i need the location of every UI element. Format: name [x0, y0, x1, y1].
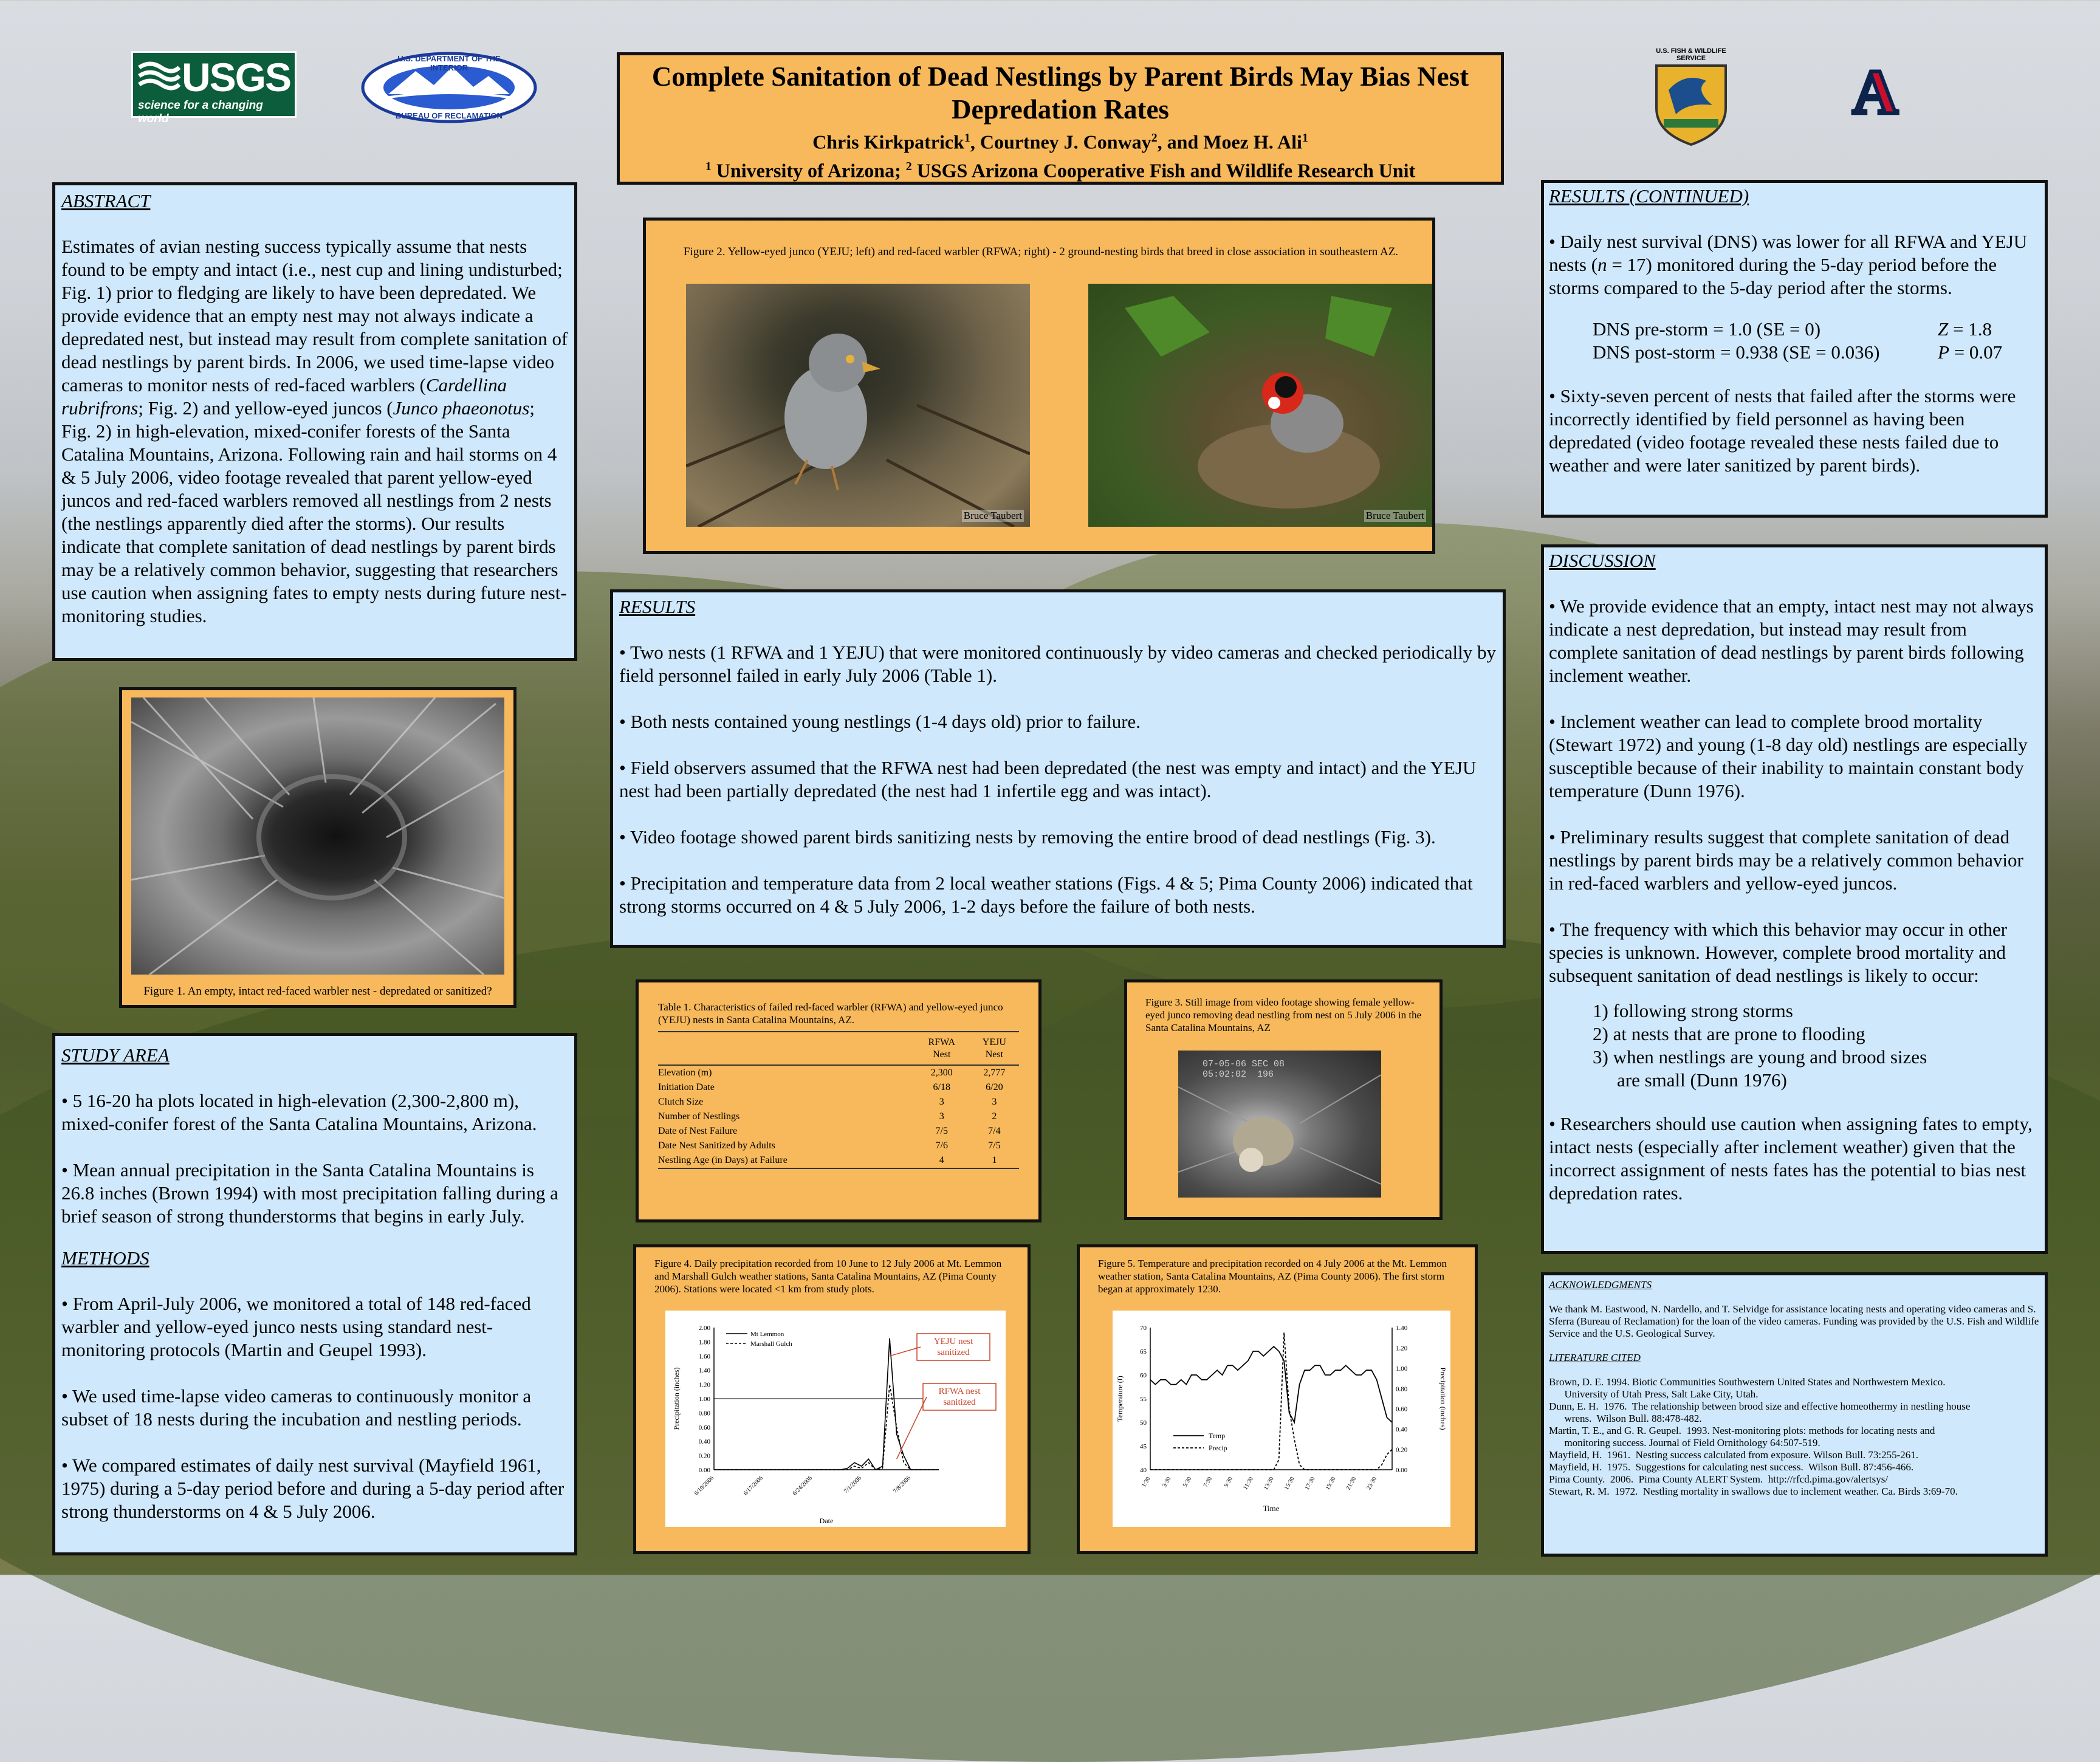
- rc-b1b: = 17) monitored during the 5-day period before the storms compared to the 5-day period after the storms.: [1549, 254, 1997, 298]
- poster-title: Complete Sanitation of Dead Nestlings by Parent Birds May Bias Nest Depredation Rates: [651, 61, 1469, 125]
- table-cell: 3: [939, 1111, 944, 1122]
- y-tick-label: 40: [1140, 1467, 1147, 1474]
- reference-line: Martin, T. E., and G. R. Geupel. 1993. Nest-monitoring plots: methods for locating nests and: [1549, 1425, 1935, 1436]
- x-tick-label: 7/8/2006: [891, 1475, 912, 1495]
- aff-2: USGS Arizona Cooperative Fish and Wildlife Research Unit: [911, 159, 1416, 182]
- discussion-list-item: are small (Dunn 1976): [1617, 1069, 1787, 1091]
- table-1-panel: [636, 979, 1041, 1222]
- abstract-panel: [52, 182, 577, 661]
- study-area-heading: STUDY AREA: [61, 1044, 170, 1066]
- table-cell: Date Nest Sanitized by Adults: [658, 1140, 775, 1151]
- author-3-sup: 1: [1302, 131, 1308, 145]
- table-cell: Number of Nestlings: [658, 1111, 740, 1122]
- dns-pre: DNS pre-storm = 1.0 (SE = 0): [1593, 318, 1821, 340]
- table-header-blank: [658, 1036, 914, 1065]
- table-cell: 2: [992, 1111, 997, 1122]
- p-value: = 0.07: [1949, 341, 2003, 363]
- table-cell: 7/6: [935, 1140, 948, 1151]
- results-continued-panel: [1541, 180, 2048, 518]
- x-tick-label: 6/10/2006: [693, 1475, 716, 1497]
- abstract-species-1: Cardellina rubrifrons: [61, 374, 507, 419]
- interior-bottom-text: BUREAU OF RECLAMATION: [396, 111, 503, 120]
- aff-sup-1: 1: [705, 159, 712, 173]
- author-1: Chris Kirkpatrick: [812, 131, 964, 153]
- table-row: [658, 1153, 1019, 1168]
- table-cell: 3: [992, 1097, 997, 1107]
- table-cell: Initiation Date: [658, 1082, 715, 1092]
- y-tick-label: 1.80: [698, 1339, 710, 1346]
- x-tick-label: 13:30: [1262, 1476, 1275, 1492]
- z-stat: [1938, 318, 1992, 341]
- discussion-bullet-4: • The frequency with which this behavior may occur in other species is unknown. However, complete brood mortality and subsequent sanitation of dead nestlings is likely to occur:: [1549, 919, 2008, 986]
- interior-top-text: U.S. DEPARTMENT OF THE INTERIOR: [397, 54, 501, 72]
- annotation-text: sanitized: [937, 1348, 970, 1357]
- reference-line: Dunn, E. H. 1976. The relationship between brood size and effective homeothermy in nestling house: [1549, 1400, 1971, 1412]
- figure-1-panel: [119, 687, 516, 1008]
- reference-line: Mayfield, H. 1961. Nesting success calculated from exposure. Wilson Bull. 73:255-261.: [1549, 1449, 1919, 1461]
- dns-stats: [1549, 318, 2040, 366]
- ack-text: We thank M. Eastwood, N. Nardello, and T. Selvidge for assistance locating nests and operating video cameras and S. Sferra (Bureau of Reclamation) for the loan of the video cameras. Funding was provided by the U.S. Fish and Wildlife Service and the U.S. Geological Survey.: [1549, 1303, 2039, 1339]
- figure-5-caption: Figure 5. Temperature and precipitation recorded on 4 July 2006 at the Mt. Lemmon weather station, Santa Catalina Mountains, AZ (Pima County 2006). The first storm began at approximately 1230.: [1098, 1258, 1447, 1295]
- x-axis-title: Date: [819, 1517, 834, 1525]
- results-bullet-1: • Two nests (1 RFWA and 1 YEJU) that were monitored continuously by video cameras and checked periodically by field personnel failed in early July 2006 (Table 1).: [619, 642, 1496, 686]
- figure-2-caption: Figure 2. Yellow-eyed junco (YEJU; left) and red-faced warbler (RFWA; right) - 2 ground-nesting birds that breed in close association in southeastern AZ.: [683, 245, 1399, 258]
- rc-b1a: • Daily nest survival (DNS) was lower for all RFWA and YEJU nests (: [1549, 231, 2028, 275]
- annotation-text: YEJU nest: [933, 1337, 973, 1346]
- table-cell: 7/5: [988, 1140, 1001, 1151]
- figure-5-panel: [1077, 1244, 1478, 1554]
- y-tick-label: 45: [1140, 1443, 1147, 1450]
- table-cell: 7/4: [988, 1126, 1001, 1136]
- series-line-2: [714, 1385, 939, 1470]
- discussion-list: [1593, 999, 2040, 1092]
- z-label: Z: [1938, 318, 1949, 340]
- y-tick-label: 0.40: [698, 1438, 710, 1446]
- discussion-bullet-1: • We provide evidence that an empty, intact nest may not always indicate a nest depredation, but instead may result from complete sanitation of dead nestlings by parent birds following inclement weather.: [1549, 595, 2034, 686]
- y2-tick-label: 0.80: [1396, 1385, 1408, 1393]
- literature-list: [1549, 1376, 2040, 1498]
- figure-2-junco-photo: [686, 284, 1030, 527]
- figure-4-panel: [633, 1244, 1031, 1554]
- results-continued-bullet-2: • Sixty-seven percent of nests that failed after the storms were incorrectly identified by field personnel as having been depredated (video footage revealed these nests failed due to weather and were later sanitized by parent birds).: [1549, 385, 2016, 476]
- study-methods-panel: [52, 1033, 577, 1555]
- methods-bullet-2: • We used time-lapse video cameras to continuously monitor a subset of 18 nests during the incubation and nestling periods.: [61, 1385, 532, 1430]
- lit-heading: LITERATURE CITED: [1549, 1352, 1641, 1363]
- affiliation-line: [620, 154, 1501, 183]
- x-tick-label: 7/1/2006: [843, 1475, 863, 1495]
- x-tick-label: 23:30: [1365, 1476, 1379, 1492]
- legend-label: Mt Lemmon: [750, 1331, 784, 1338]
- legend-label: Marshall Gulch: [750, 1340, 792, 1348]
- rc-b1n: n: [1597, 254, 1607, 275]
- aff-1: University of Arizona;: [711, 159, 906, 182]
- x-tick-label: 19:30: [1324, 1476, 1337, 1492]
- legend-label: Precip: [1209, 1444, 1227, 1452]
- y2-tick-label: 1.40: [1396, 1325, 1408, 1332]
- x-tick-label: 3:30: [1161, 1476, 1173, 1489]
- table-header-rfwa-2: Nest: [933, 1049, 951, 1060]
- discussion-panel: [1541, 544, 2048, 1254]
- nest-grass-icon: [131, 698, 504, 975]
- figure-4-caption: Figure 4. Daily precipitation recorded from 10 June to 12 July 2006 at Mt. Lemmon and Marshall Gulch weather stations, Santa Catalina Mountains, AZ (Pima County 2006). Stations were located <1 km from study plots.: [654, 1258, 1002, 1295]
- x-tick-label: 6/17/2006: [742, 1475, 765, 1497]
- author-3: , and Moez H. Ali: [1157, 131, 1302, 153]
- table-cell: 7/5: [935, 1126, 948, 1136]
- annotation-arrow: [890, 1347, 921, 1356]
- z-value: = 1.8: [1948, 318, 1992, 340]
- y2-tick-label: 1.00: [1396, 1365, 1408, 1373]
- annotation-text: RFWA nest: [938, 1387, 981, 1396]
- usgs-wave-icon: [138, 59, 180, 95]
- table-header-rfwa: [914, 1036, 970, 1065]
- university-of-arizona-logo: [1844, 57, 1907, 127]
- y2-tick-label: 0.20: [1396, 1446, 1408, 1454]
- figure-3-video-still: [1178, 1051, 1381, 1198]
- methods-bullet-3: • We compared estimates of daily nest survival (Mayfield 1961, 1975) during a 5-day period before and during a 5-day period after strong thunderstorms on 4 & 5 July 2006.: [61, 1455, 564, 1522]
- reference-line: Mayfield, H. 1975. Suggestions for calculating nest success. Wilson Bull. 87:456-466.: [1549, 1461, 1914, 1473]
- x-tick-label: 6/24/2006: [791, 1475, 814, 1497]
- junco-bird-icon: [686, 284, 1030, 527]
- fws-text: U.S. FISH & WILDLIFE SERVICE: [1656, 47, 1726, 62]
- table-cell: Elevation (m): [658, 1068, 712, 1078]
- figure-3-panel: [1124, 979, 1443, 1220]
- legend-label: Temp: [1209, 1431, 1226, 1440]
- results-bullet-3: • Field observers assumed that the RFWA nest had been depredated (the nest was empty and intact) and the YEJU nest had been partially depredated (the nest had 1 infertile egg and was intact).: [619, 757, 1477, 801]
- x-tick-label: 17:30: [1303, 1476, 1317, 1492]
- table-1-body: [658, 1065, 1019, 1168]
- aff-sup-2: 2: [905, 159, 912, 173]
- figure-2-warbler-photo: [1088, 284, 1432, 527]
- table-row: [658, 1095, 1019, 1109]
- x-tick-label: 15:30: [1283, 1476, 1296, 1492]
- figure-4-chart: [665, 1311, 1006, 1527]
- table-cell: Nestling Age (in Days) at Failure: [658, 1155, 787, 1165]
- abstract-text-1: Estimates of avian nesting success typically assume that nests found to be empty and intact (i.e., nest cup and lining undisturbed; Fig. 1) prior to fledging are likely to have been depredated. We provide evidence that an empty nest may not always indicate a depredated nest, but instead may result from complete sanitation of dead nestlings by parent birds. In 2006, we used time-lapse video cameras to monitor nests of red-faced warblers (: [61, 236, 568, 396]
- study-area-bullet-1: • 5 16-20 ha plots located in high-elevation (2,300-2,800 m), mixed-conifer forest of the Santa Catalina Mountains, Arizona.: [61, 1090, 537, 1134]
- table-cell: 2,300: [930, 1068, 953, 1078]
- reference-line: wrens. Wilson Bull. 88:478-482.: [1549, 1413, 1702, 1424]
- dns-post: DNS post-storm = 0.938 (SE = 0.036): [1593, 341, 1880, 363]
- y-tick-label: 0.00: [698, 1467, 710, 1474]
- table-cell: 2,777: [983, 1068, 1006, 1078]
- table-header-rfwa-1: RFWA: [928, 1037, 955, 1047]
- y-axis-title: Precipitation (inches): [672, 1367, 681, 1430]
- abstract-heading: ABSTRACT: [61, 190, 151, 211]
- y2-tick-label: 0.60: [1396, 1405, 1408, 1413]
- author-1-sup: 1: [964, 131, 970, 145]
- results-heading: RESULTS: [619, 596, 696, 617]
- discussion-bullet-2: • Inclement weather can lead to complete brood mortality (Stewart 1972) and young (1-8 day old) nestlings are especially susceptible because of their inability to maintain constant body temperature (Dunn 1976).: [1549, 711, 2028, 801]
- table-header-yeju-1: YEJU: [982, 1037, 1006, 1047]
- ack-heading: ACKNOWLEDGMENTS: [1549, 1279, 1652, 1291]
- table-1-caption: Table 1. Characteristics of failed red-faced warbler (RFWA) and yellow-eyed junco (YEJU) nests in Santa Catalina Mountains, AZ.: [658, 1001, 1019, 1032]
- reference-line: University of Utah Press, Salt Lake City, Utah.: [1549, 1388, 1759, 1400]
- figure-5-chart: [1113, 1311, 1450, 1527]
- figure-3-caption: Figure 3. Still image from video footage showing female yellow-eyed junco removing dead nestling from nest on 5 July 2006 in the Santa Catalina Mountains, AZ: [1145, 996, 1422, 1034]
- usgs-wordmark: USGS: [182, 55, 291, 100]
- fws-logo: [1652, 47, 1731, 147]
- series-line-2: [1150, 1332, 1392, 1470]
- figure-1-caption: Figure 1. An empty, intact red-faced warbler nest - depredated or sanitized?: [143, 985, 492, 998]
- abstract-text-3: ; Fig. 2) in high-elevation, mixed-conifer forests of the Santa Catalina Mountains, Arizona. Following rain and hail storms on 4 & 5 July 2006, video footage revealed that parent yellow-eyed juncos and red-faced warblers removed all nestlings from 2 nests (the nestlings apparently died after the storms). Our results indicate that complete sanitation of dead nestlings by parent birds may be a relatively common behavior, suggesting that researchers use caution when assigning fates to empty nests during future nest-monitoring studies.: [61, 397, 567, 626]
- table-cell: 6/20: [986, 1082, 1003, 1092]
- results-bullet-2: • Both nests contained young nestlings (1-4 days old) prior to failure.: [619, 711, 1141, 732]
- table-cell: Clutch Size: [658, 1097, 704, 1107]
- p-stat: [1938, 341, 2002, 364]
- methods-bullet-1: • From April-July 2006, we monitored a total of 148 red-faced warbler and yellow-eyed junco nests using standard nest-monitoring protocols (Martin and Geupel 1993).: [61, 1293, 531, 1360]
- reference-line: Pima County. 2006. Pima County ALERT System. http://rfcd.pima.gov/alertsys/: [1549, 1473, 1889, 1485]
- figure-2-credit-right: Bruce Taubert: [1364, 510, 1426, 522]
- results-bullet-5: • Precipitation and temperature data from 2 local weather stations (Figs. 4 & 5; Pima County 2006) indicated that strong storms occurred on 4 & 5 July 2006, 1-2 days before the failure of both nests.: [619, 872, 1473, 917]
- results-continued-heading: RESULTS (CONTINUED): [1549, 185, 1749, 207]
- figure-1-nest-photo: [131, 698, 504, 975]
- y-tick-label: 55: [1140, 1396, 1147, 1403]
- series-line-1: [1150, 1346, 1392, 1422]
- y-tick-label: 0.20: [698, 1452, 710, 1460]
- y-axis-title: Temperature (f): [1116, 1376, 1124, 1422]
- results-bullet-4: • Video footage showed parent birds sanitizing nests by removing the entire brood of dead nestlings (Fig. 3).: [619, 826, 1436, 848]
- table-cell: Date of Nest Failure: [658, 1126, 738, 1136]
- y-tick-label: 50: [1140, 1419, 1147, 1427]
- discussion-heading: DISCUSSION: [1549, 550, 1656, 571]
- ua-letter: A: [1852, 57, 1898, 127]
- methods-heading: METHODS: [61, 1247, 149, 1269]
- results-panel: [610, 589, 1506, 948]
- table-cell: 1: [992, 1155, 997, 1165]
- y-tick-label: 60: [1140, 1372, 1147, 1379]
- y-tick-label: 1.00: [698, 1396, 710, 1403]
- discussion-list-item: 1) following strong storms: [1593, 1000, 1793, 1021]
- author-line: [620, 126, 1501, 154]
- discussion-bullet-5: • Researchers should use caution when assigning fates to empty, intact nests (especially after inclement weather) given that the incorrect assignment of nests fates has the potential to bias nest depredation rates.: [1549, 1113, 2033, 1204]
- discussion-bullet-3: • Preliminary results suggest that complete sanitation of dead nestlings by parent birds may be a relatively common behavior in red-faced warblers and yellow-eyed juncos.: [1549, 826, 2023, 894]
- y2-tick-label: 0.00: [1396, 1467, 1408, 1474]
- series-line-1: [714, 1339, 939, 1470]
- y-tick-label: 1.60: [698, 1352, 710, 1360]
- y-tick-label: 0.80: [698, 1410, 710, 1417]
- discussion-list-item: 3) when nestlings are young and brood sizes: [1593, 1046, 1927, 1068]
- table-row: [658, 1139, 1019, 1153]
- study-area-bullet-2: • Mean annual precipitation in the Santa Catalina Mountains is 26.8 inches (Brown 1994) with most precipitation falling during a brief season of strong thunderstorms that begins in early July.: [61, 1159, 558, 1227]
- y2-axis-title: Precipitation (inches): [1439, 1367, 1447, 1430]
- bureau-of-reclamation-logo: [361, 52, 537, 123]
- table-1: [658, 1036, 1019, 1169]
- usgs-tagline: science for a changing world: [138, 99, 263, 125]
- abstract-text: [61, 235, 568, 628]
- usgs-logo: [131, 51, 297, 125]
- y2-tick-label: 0.40: [1396, 1426, 1408, 1434]
- table-row: [658, 1124, 1019, 1139]
- p-label: P: [1938, 341, 1949, 363]
- author-2-sup: 2: [1151, 131, 1158, 145]
- y-tick-label: 2.00: [698, 1325, 710, 1332]
- y-tick-label: 1.40: [698, 1367, 710, 1375]
- x-tick-label: 1:30: [1141, 1476, 1152, 1489]
- results-continued-bullet-1: [1549, 230, 2040, 300]
- table-header-yeju-2: Nest: [985, 1049, 1004, 1060]
- discussion-list-item: 2) at nests that are prone to flooding: [1593, 1023, 1865, 1044]
- y-tick-label: 1.20: [698, 1381, 710, 1389]
- table-cell: 6/18: [933, 1082, 950, 1092]
- table-row: [658, 1109, 1019, 1124]
- author-2: , Courtney J. Conway: [970, 131, 1151, 153]
- table-cell: 4: [939, 1155, 944, 1165]
- table-row: [658, 1080, 1019, 1095]
- table-header-yeju: [970, 1036, 1019, 1065]
- figure-2-panel: [643, 218, 1435, 554]
- abstract-species-2: Junco phaeonotus: [393, 397, 530, 419]
- x-tick-label: 9:30: [1223, 1476, 1235, 1489]
- annotation-text: sanitized: [943, 1397, 976, 1407]
- y-tick-label: 0.60: [698, 1424, 710, 1431]
- x-tick-label: 5:30: [1181, 1476, 1193, 1489]
- abstract-text-2: ; Fig. 2) and yellow-eyed juncos (: [138, 397, 393, 419]
- y-tick-label: 65: [1140, 1348, 1147, 1356]
- warbler-bird-icon: [1088, 284, 1432, 527]
- figure-3-overlay-text: 07-05-06 SEC 08 05:02:02 196: [1203, 1059, 1285, 1080]
- title-block: [617, 52, 1504, 185]
- x-tick-label: 21:30: [1345, 1476, 1358, 1492]
- table-cell: 3: [939, 1097, 944, 1107]
- acknowledgments-panel: [1541, 1272, 2048, 1557]
- table-row: [658, 1065, 1019, 1080]
- x-axis-title: Time: [1263, 1504, 1280, 1513]
- x-tick-label: 7:30: [1202, 1476, 1214, 1489]
- reference-line: monitoring success. Journal of Field Ornithology 64:507-519.: [1549, 1437, 1820, 1448]
- y-tick-label: 70: [1140, 1325, 1147, 1332]
- x-tick-label: 11:30: [1242, 1476, 1255, 1491]
- annotation-arrow: [897, 1397, 927, 1459]
- reference-line: Brown, D. E. 1994. Biotic Communities Southwestern United States and Northwestern Mexico.: [1549, 1376, 1946, 1388]
- table-header-row: [658, 1036, 1019, 1065]
- y2-tick-label: 1.20: [1396, 1345, 1408, 1352]
- figure-2-credit-left: Bruce Taubert: [962, 510, 1024, 522]
- reference-line: Stewart, R. M. 1972. Nestling mortality in swallows due to inclement weather. Ca. Birds 3:69-70.: [1549, 1486, 1958, 1497]
